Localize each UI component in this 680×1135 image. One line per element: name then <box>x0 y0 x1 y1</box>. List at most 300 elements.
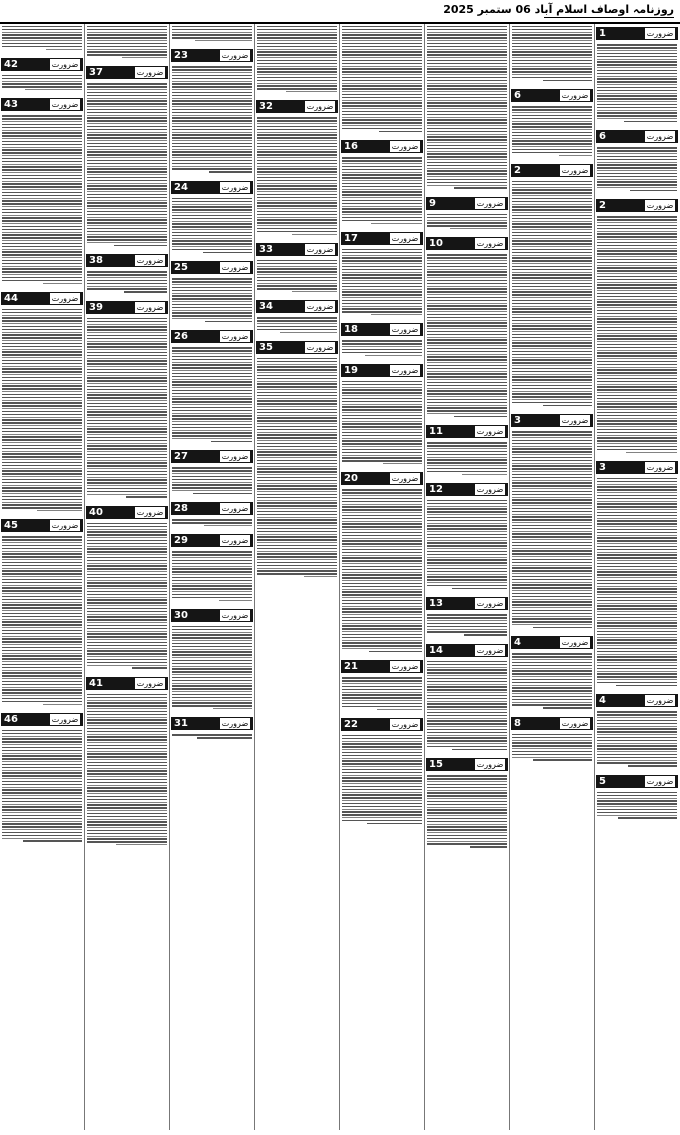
text-line <box>597 87 677 89</box>
spacer <box>595 686 679 691</box>
text-line <box>172 654 252 656</box>
text-line <box>2 329 82 331</box>
text-line <box>512 385 592 387</box>
text-line <box>257 378 337 380</box>
text-line <box>512 556 592 557</box>
text-line <box>2 496 82 498</box>
text-line <box>257 63 337 65</box>
classified-number: 5 <box>599 775 606 787</box>
text-line <box>512 502 592 504</box>
text-line <box>597 50 677 51</box>
text-line <box>427 661 507 663</box>
spacer <box>0 90 84 95</box>
text-line <box>342 311 422 313</box>
text-line <box>114 245 167 247</box>
text-line <box>2 775 82 777</box>
classified-number: 15 <box>429 759 443 770</box>
text-line <box>2 747 82 749</box>
text-line <box>342 203 422 205</box>
spacer <box>425 589 509 594</box>
text-line <box>257 488 337 490</box>
text-line <box>342 809 422 810</box>
text-line <box>427 818 507 820</box>
text-line <box>87 103 167 105</box>
classified-heading-bar <box>1 713 83 726</box>
text-line <box>597 642 677 644</box>
text-line <box>87 389 167 391</box>
classified-number: 24 <box>174 181 188 193</box>
text-line <box>87 92 167 94</box>
text-line <box>342 286 422 288</box>
text-line <box>342 163 422 164</box>
text-line <box>512 584 592 586</box>
text-line <box>427 49 507 50</box>
text-line <box>172 660 252 662</box>
text-line <box>257 285 337 287</box>
text-line <box>87 197 167 199</box>
text-line <box>2 206 82 207</box>
text-line <box>2 812 82 813</box>
text-line <box>172 356 252 358</box>
spacer <box>170 494 254 499</box>
text-line <box>342 817 422 818</box>
text-line <box>512 74 592 75</box>
text-line <box>512 218 592 220</box>
text-line <box>87 608 167 610</box>
text-line <box>427 559 507 561</box>
text-line <box>87 523 167 525</box>
text-line <box>87 659 167 661</box>
text-line <box>597 478 677 480</box>
spacer <box>85 246 169 251</box>
text-line <box>172 298 252 300</box>
text-line <box>87 46 167 48</box>
text-line <box>257 323 337 324</box>
text-line <box>2 209 82 211</box>
text-line <box>342 280 422 281</box>
text-line <box>257 26 337 28</box>
text-block <box>85 26 169 59</box>
text-line <box>597 625 677 627</box>
text-line <box>2 349 82 350</box>
text-line <box>427 119 507 121</box>
text-line <box>342 763 422 765</box>
text-line <box>597 115 677 117</box>
text-line <box>87 833 167 835</box>
text-line <box>87 369 167 371</box>
text-line <box>512 451 592 453</box>
classified-label: ضرورت <box>476 239 504 248</box>
text-line <box>2 670 82 671</box>
text-line <box>257 485 337 487</box>
text-line <box>427 263 507 265</box>
text-line <box>2 232 82 233</box>
classified-number: 3 <box>599 461 606 473</box>
text-line <box>427 225 507 227</box>
text-line <box>87 448 167 450</box>
text-line <box>257 197 337 199</box>
text-line <box>597 90 677 92</box>
text-line <box>427 63 507 65</box>
text-line <box>427 631 507 633</box>
text-block <box>0 309 84 512</box>
text-line <box>512 480 592 481</box>
text-line <box>427 562 507 564</box>
text-line <box>342 252 422 254</box>
text-line <box>597 293 677 295</box>
text-line <box>512 448 592 450</box>
text-line <box>172 318 252 319</box>
text-line <box>172 476 252 478</box>
text-line <box>172 629 252 631</box>
text-line <box>205 321 252 323</box>
text-line <box>2 417 82 418</box>
text-line <box>2 215 82 216</box>
text-line <box>597 78 677 80</box>
text-line <box>257 180 337 182</box>
text-line <box>342 540 422 542</box>
text-line <box>2 504 82 506</box>
spacer <box>425 475 509 480</box>
text-line <box>172 646 252 648</box>
text-line <box>87 824 167 826</box>
text-line <box>2 570 82 572</box>
text-line <box>616 685 677 687</box>
text-line <box>172 304 252 306</box>
spacer <box>510 81 594 86</box>
text-line <box>172 580 252 582</box>
classified-label: ضرورت <box>476 645 504 655</box>
text-line <box>597 515 677 517</box>
text-line <box>512 485 592 487</box>
text-line <box>257 395 337 397</box>
text-line <box>342 532 422 534</box>
text-line <box>427 462 507 464</box>
text-line <box>597 372 677 374</box>
text-line <box>427 46 507 48</box>
text-line <box>342 352 422 354</box>
text-line <box>427 385 507 387</box>
text-line <box>257 454 337 456</box>
text-line <box>342 594 422 596</box>
text-line <box>427 723 507 725</box>
classified-number: 43 <box>4 99 18 110</box>
text-line <box>597 731 677 733</box>
text-line <box>257 511 337 513</box>
text-line <box>342 435 422 437</box>
text-line <box>2 309 82 311</box>
text-line <box>172 396 252 397</box>
text-line <box>87 386 167 388</box>
text-line <box>2 203 82 205</box>
text-line <box>512 494 592 496</box>
classified-heading-bar <box>596 27 678 40</box>
spacer <box>425 229 509 234</box>
text-line <box>597 44 677 46</box>
text-line <box>597 628 677 629</box>
text-line <box>512 303 592 305</box>
classified-number: 39 <box>89 301 103 313</box>
text-line <box>2 442 82 443</box>
text-line <box>342 617 422 619</box>
text-line <box>342 566 422 568</box>
text-line <box>512 653 592 655</box>
text-line <box>628 765 677 767</box>
text-line <box>597 611 677 612</box>
text-line <box>172 479 252 481</box>
text-line <box>257 143 337 145</box>
text-line <box>172 221 252 222</box>
text-line <box>342 100 422 101</box>
text-line <box>342 269 422 271</box>
text-line <box>512 323 592 324</box>
text-line <box>427 399 507 401</box>
text-block <box>85 271 169 293</box>
text-line <box>597 389 677 391</box>
text-line <box>2 357 82 358</box>
spacer <box>170 526 254 531</box>
text-line <box>512 696 592 698</box>
text-line <box>2 476 82 477</box>
text-line <box>597 760 677 761</box>
text-line <box>2 565 82 567</box>
text-line <box>512 679 592 681</box>
text-line <box>257 134 337 136</box>
text-line <box>257 545 337 547</box>
text-line <box>597 492 677 493</box>
text-line <box>597 73 677 75</box>
text-line <box>512 562 592 564</box>
classified-heading-bar <box>426 597 508 610</box>
text-line <box>257 483 337 484</box>
classified-number: 33 <box>259 243 273 255</box>
classified-heading-bar <box>1 58 83 71</box>
text-line <box>2 127 82 129</box>
text-line <box>87 177 167 179</box>
text-line <box>512 129 592 130</box>
text-line <box>427 620 507 621</box>
text-block <box>595 216 679 453</box>
text-line <box>512 482 592 484</box>
text-line <box>257 505 337 507</box>
text-line <box>512 559 592 561</box>
text-line <box>365 355 422 356</box>
text-line <box>87 168 167 170</box>
classified-number: 18 <box>344 324 358 335</box>
text-line <box>597 591 677 593</box>
text-line <box>87 719 167 721</box>
text-line <box>342 608 422 610</box>
text-line <box>257 329 337 331</box>
text-line <box>87 160 167 162</box>
text-line <box>172 37 252 39</box>
text-line <box>367 823 422 825</box>
text-line <box>597 369 677 371</box>
text-block <box>595 478 679 687</box>
text-line <box>2 675 82 677</box>
text-line <box>512 693 592 694</box>
text-line <box>512 460 592 462</box>
text-line <box>512 579 592 581</box>
text-line <box>342 446 422 447</box>
text-line <box>427 784 507 786</box>
text-line <box>2 695 82 696</box>
text-line <box>512 497 592 498</box>
text-line <box>512 340 592 341</box>
text-line <box>172 243 252 245</box>
text-line <box>2 798 82 800</box>
text-line <box>257 271 337 273</box>
text-line <box>427 706 507 708</box>
text-block <box>255 117 339 235</box>
text-line <box>87 568 167 570</box>
text-line <box>172 75 252 77</box>
text-line <box>427 718 507 719</box>
classified-number: 29 <box>174 535 188 546</box>
text-line <box>427 801 507 803</box>
text-line <box>342 180 422 181</box>
text-line <box>172 685 252 687</box>
classified-heading-bar <box>256 100 338 113</box>
text-block <box>595 147 679 191</box>
text-line <box>2 223 82 224</box>
spacer <box>255 333 339 338</box>
text-line <box>342 755 422 757</box>
text-line <box>512 255 592 256</box>
text-block <box>425 214 509 230</box>
text-line <box>597 798 677 799</box>
classified-heading-bar <box>86 66 168 79</box>
text-line <box>597 153 677 154</box>
text-line <box>172 278 252 280</box>
text-line <box>257 553 337 555</box>
text-line <box>597 489 677 491</box>
text-line <box>342 166 422 168</box>
text-line <box>427 459 507 461</box>
text-line <box>2 183 82 185</box>
text-line <box>257 40 337 41</box>
text-line <box>597 523 677 525</box>
text-line <box>172 115 252 116</box>
text-line <box>87 787 167 789</box>
text-line <box>87 37 167 39</box>
text-line <box>172 407 252 409</box>
text-line <box>512 26 592 28</box>
text-line <box>2 453 82 455</box>
text-line <box>427 91 507 92</box>
text-line <box>427 345 507 346</box>
text-line <box>87 126 167 128</box>
text-line <box>342 308 422 310</box>
text-line <box>597 401 677 402</box>
text-line <box>597 557 677 559</box>
text-line <box>172 643 252 645</box>
classified-heading-bar <box>511 717 593 730</box>
text-line <box>342 157 422 159</box>
text-line <box>172 364 252 366</box>
text-line <box>597 569 677 570</box>
spacer <box>255 235 339 240</box>
text-line <box>87 494 167 495</box>
text-line <box>2 604 82 606</box>
text-line <box>2 770 82 771</box>
classified-heading-bar <box>171 502 253 515</box>
text-line <box>87 286 167 287</box>
text-line <box>512 528 592 530</box>
text-line <box>597 580 677 582</box>
text-line <box>87 662 167 664</box>
text-line <box>2 573 82 575</box>
text-line <box>257 288 337 290</box>
text-line <box>342 194 422 196</box>
text-line <box>2 263 82 265</box>
text-line <box>597 566 677 568</box>
text-line <box>172 705 252 707</box>
text-line <box>2 124 82 126</box>
text-line <box>342 389 422 391</box>
text-line <box>597 367 677 368</box>
text-line <box>427 145 507 147</box>
text-line <box>597 176 677 178</box>
text-line <box>172 232 252 234</box>
text-line <box>427 165 507 167</box>
text-line <box>172 26 252 28</box>
text-line <box>172 240 252 242</box>
text-line <box>342 640 422 641</box>
text-line <box>427 506 507 507</box>
text-line <box>257 477 337 479</box>
classified-heading-bar <box>341 718 423 731</box>
text-line <box>342 611 422 613</box>
text-line <box>512 283 592 285</box>
text-line <box>172 215 252 217</box>
text-line <box>2 701 82 703</box>
text-line <box>427 125 507 126</box>
text-line <box>427 359 507 361</box>
text-line <box>342 749 422 750</box>
text-line <box>87 694 167 696</box>
text-line <box>597 552 677 553</box>
text-line <box>512 511 592 513</box>
text-line <box>87 563 167 564</box>
text-line <box>87 280 167 282</box>
column-divider <box>84 24 85 1130</box>
text-line <box>2 445 82 447</box>
text-line <box>43 283 82 284</box>
text-line <box>427 328 507 329</box>
text-line <box>2 809 82 811</box>
text-line <box>257 208 337 209</box>
text-line <box>427 528 507 530</box>
text-line <box>512 388 592 390</box>
text-line <box>257 406 337 407</box>
text-line <box>342 63 422 65</box>
spacer <box>595 819 679 824</box>
text-line <box>512 146 592 147</box>
text-line <box>87 597 167 598</box>
text-line <box>512 662 592 664</box>
classified-label: ضرورت <box>646 201 674 210</box>
text-line <box>257 429 337 431</box>
text-line <box>512 232 592 234</box>
text-line <box>257 123 337 124</box>
text-line <box>87 653 167 655</box>
text-line <box>597 762 677 764</box>
text-line <box>87 434 167 435</box>
text-line <box>597 809 677 811</box>
text-line <box>2 200 82 202</box>
text-line <box>342 272 422 273</box>
